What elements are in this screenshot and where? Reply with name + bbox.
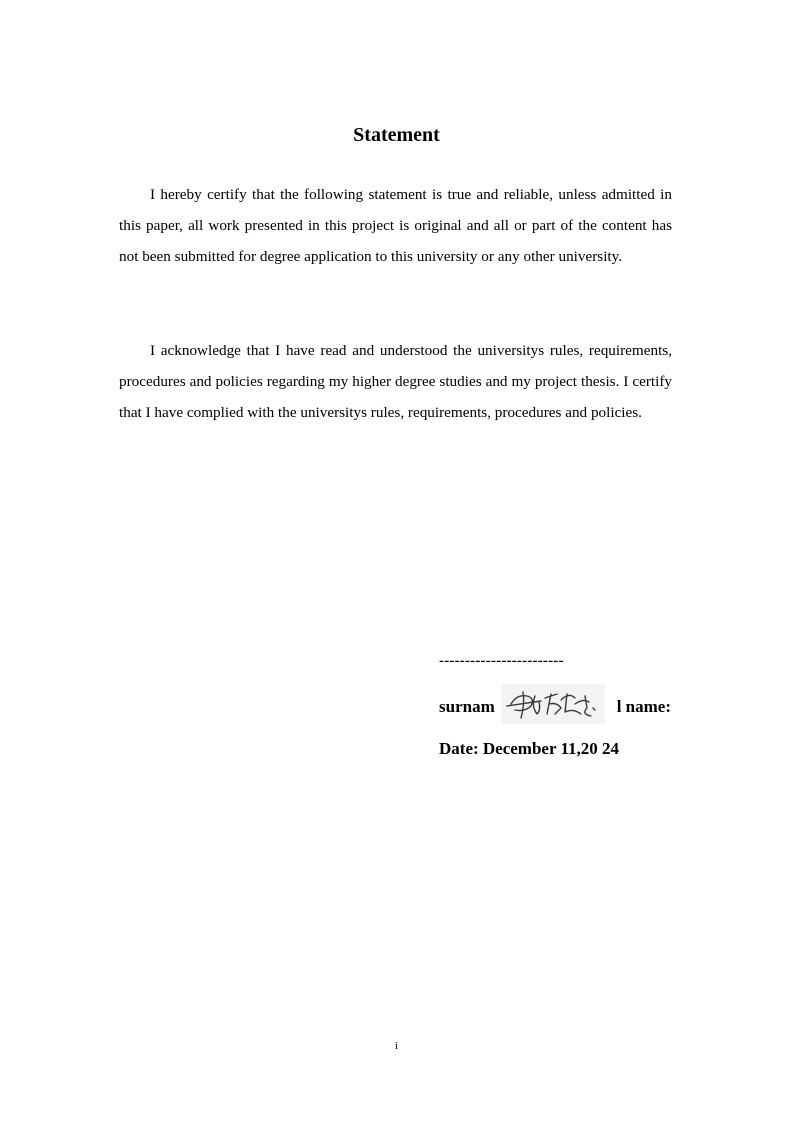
name-label-left: surnam xyxy=(439,697,495,716)
page-title: Statement xyxy=(353,124,440,146)
page-number: i xyxy=(394,1040,399,1052)
signature-rule: ------------------------ xyxy=(439,653,564,669)
name-label-right: l name: xyxy=(616,697,671,716)
signature-strokes xyxy=(501,684,605,724)
signature-date: Date: December 11,20 24 xyxy=(439,739,620,758)
certification-paragraph: I hereby certify that the following statement is true and reliable, unless admitted in this paper, all work presented in this project is original and all or part of the content has not been submitted for degree application to this university or any other university. xyxy=(119,186,672,266)
handwritten-signature xyxy=(501,684,605,724)
acknowledgement-paragraph: I acknowledge that I have read and understood the universitys rules, requirements, procedures and policies regarding my higher degree studies and my project thesis. I certify that I have complied with the universitys rules, requirements, procedures and policies. xyxy=(119,342,672,422)
